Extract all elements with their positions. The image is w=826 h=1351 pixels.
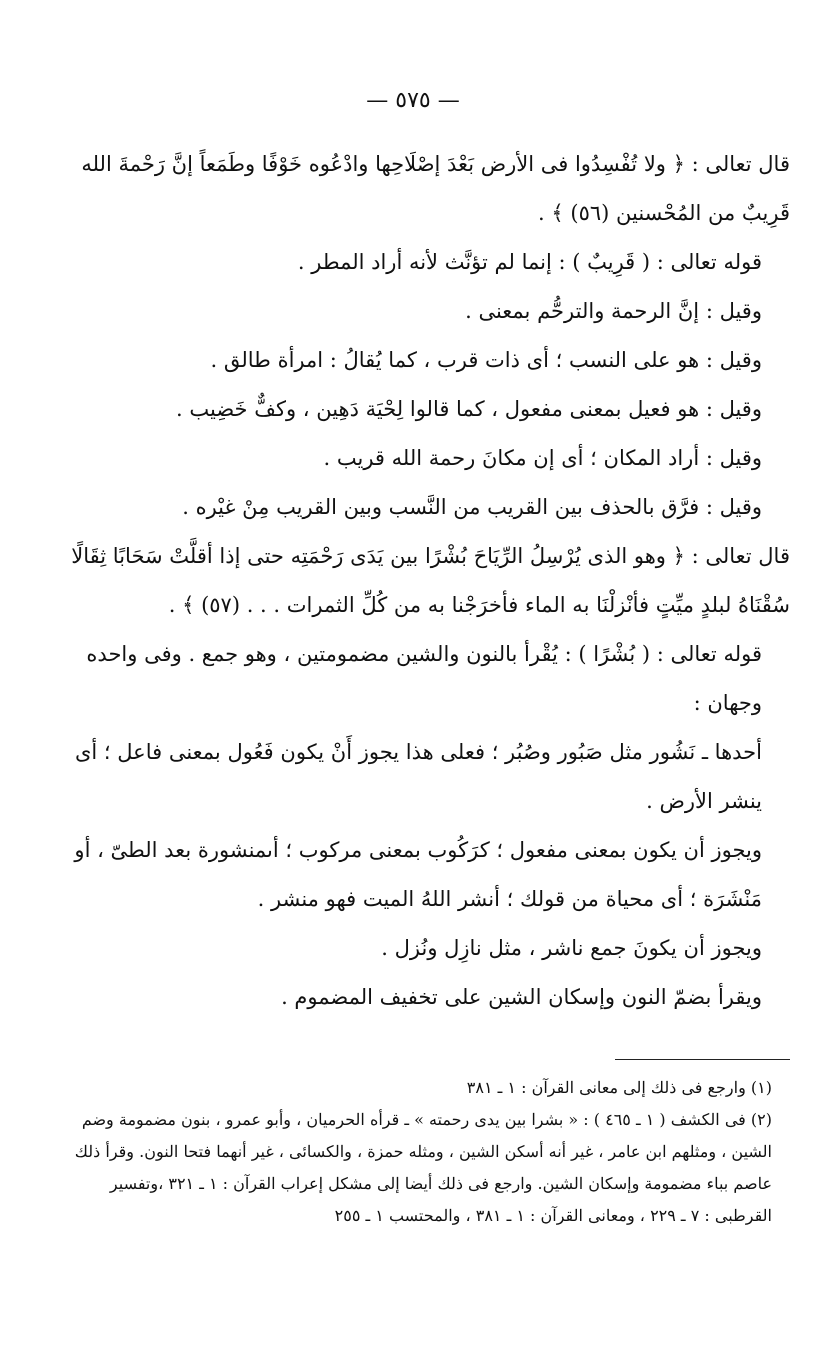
paragraph: وقيل : هو على النسب ؛ أى ذات قرب ، كما يُقالُ : امرأة طالق . <box>210 348 762 372</box>
paragraph: وقيل : إنَّ الرحمة والترحُّم بمعنى . <box>465 299 762 323</box>
paragraph: أحدها ـ نَشُور مثل صَبُور وصُبُر ؛ فعلى هذا يجوز أَنْ يكون فَعُول بمعنى فاعل ؛ أى ينشر الأرض . <box>74 740 762 813</box>
paragraph: قوله تعالى : ( قَرِيبٌ ) : إنما لم تؤنَّث لأنه أراد المطر . <box>297 250 762 274</box>
main-text <box>50 140 790 1022</box>
paragraph-verse-56: قال تعالى : ﴿ ولا تُفْسِدُوا فى الأرض بَعْدَ إصْلَاحِها وادْعُوه خَوْفًا وطَمَعاً إنَّ رَحْمةَ الله قَرِيبٌ من المُحْسنين (٥٦) ﴾ . <box>81 152 790 225</box>
footnote-divider <box>615 1059 790 1060</box>
footnote-1: (١) وارجع فى ذلك إلى معانى القرآن : ١ ـ ٣٨١ <box>466 1078 772 1097</box>
footnote-2: (٢) فى الكشف ( ١ ـ ٤٦٥ ) : « بشرا بين يدى رحمته » ـ قرأه الحرميان ، وأبو عمرو ، بنون مضمومة وضم الشين ، ومثلهم ابن عامر ، غير أنه أسكن الشين ، ومثله حمزة ، والكسائى ، غير أنهما فتحا النون. وقرأ ذلك عاصم بباء مضمومة وإسكان الشين. وارجع فى ذلك أيضا إلى مشكل إعراب القرآن : ١ ـ ٣٢١ ،وتفسير القرطبى : ٧ ـ ٢٢٩ ، ومعانى القرآن : ١ ـ ٣٨١ ، والمحتسب ١ ـ ٢٥٥ <box>74 1110 772 1225</box>
paragraph: قوله تعالى : ( بُشْرًا ) : يُقْرأ بالنون والشين مضمومتين ، وهو جمع . وفى واحده وجهان : <box>86 642 762 715</box>
page-number: — ٥٧٥ — <box>366 88 460 113</box>
footnotes <box>50 1072 790 1232</box>
paragraph: ويقرأ بضمّ النون وإسكان الشين على تخفيف المضموم . <box>281 985 762 1009</box>
paragraph-verse-57: قال تعالى : ﴿ وهو الذى يُرْسِلُ الرِّيَاحَ بُشْرًا بين يَدَى رَحْمَتِه حتى إذا أقلَّتْ سَحَابًا ثِقَالًا سُقْنَاهُ لبلدٍ ميِّتٍ فأنْزلْنَا به الماء فأخرَجْنا به من كُلِّ الثمرات . . . (٥٧) ﴾ . <box>71 544 790 617</box>
paragraph: وقيل : هو فعيل بمعنى مفعول ، كما قالوا لِحْيَة دَهِين ، وكفٌّ خَضِيب . <box>176 397 762 421</box>
paragraph: ويجوز أن يكون بمعنى مفعول ؛ كرَكُوب بمعنى مركوب ؛ أىمنشورة بعد الطىّ ، أو مَنْشَرَة ؛ أى محياة من قولك ؛ أنشر اللهُ الميت فهو منشر . <box>74 838 762 911</box>
paragraph: وقيل : أراد المكان ؛ أى إن مكانَ رحمة الله قريب . <box>323 446 762 470</box>
paragraph: ويجوز أن يكونَ جمع ناشر ، مثل نازِل ونُزل . <box>381 936 762 960</box>
paragraph: وقيل : فرَّق بالحذف بين القريب من النَّسب وبين القريب مِنْ غيْره . <box>182 495 762 519</box>
